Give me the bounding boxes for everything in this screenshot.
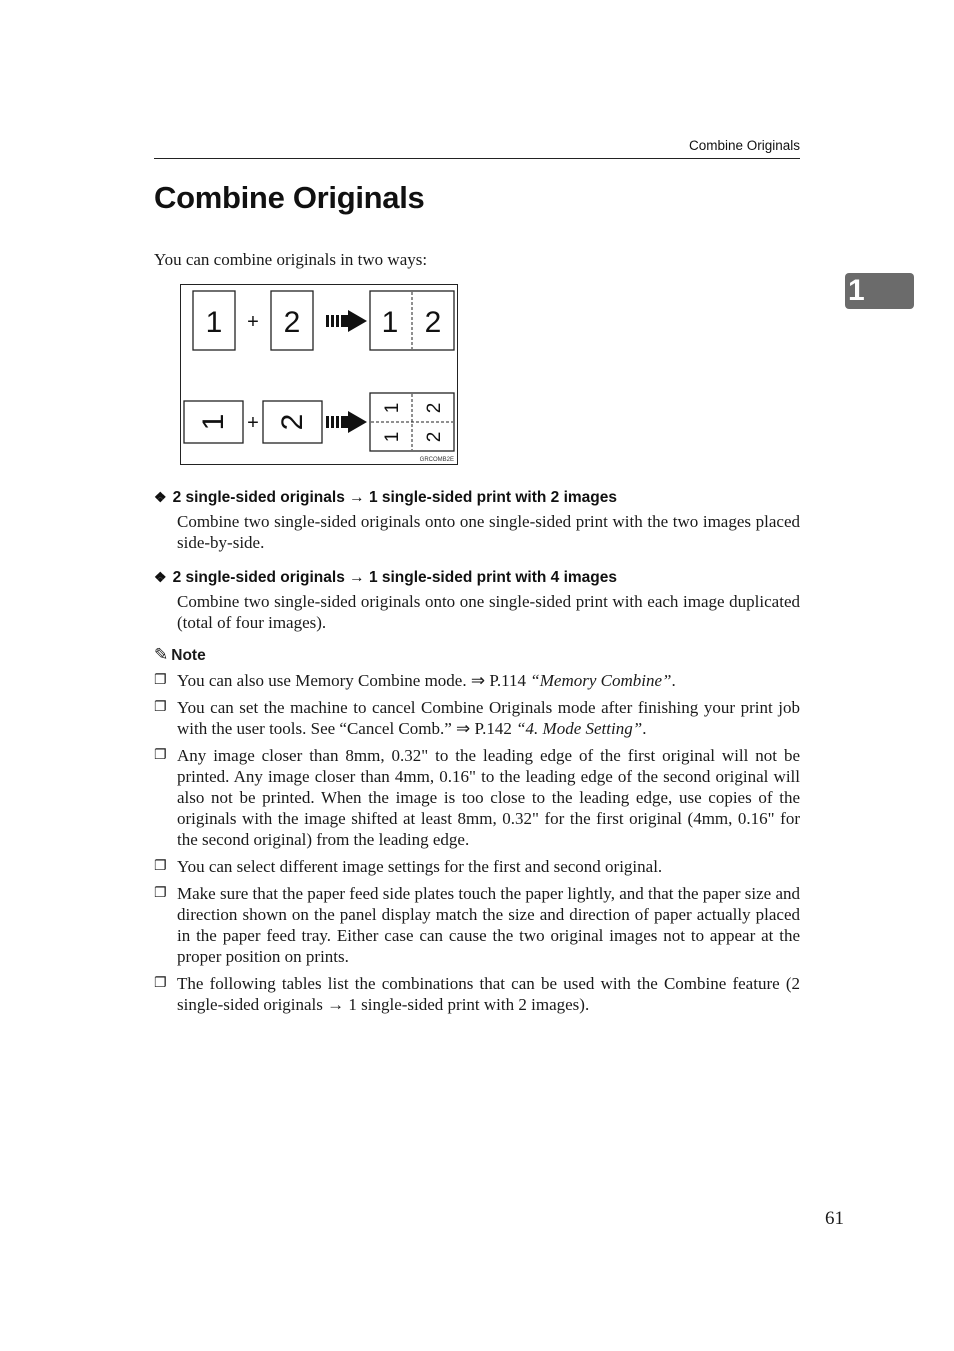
section-heading-4-images [154, 569, 617, 587]
note-item [154, 973, 800, 1015]
row2-output-3: 1 [382, 431, 403, 443]
note-list [154, 670, 800, 1021]
row2-original-1: 1 [197, 413, 230, 431]
row1-plus: + [247, 311, 259, 333]
note-text: You can set the machine to cancel Combine Originals mode after finishing your print job with the user tools. See “Cancel Comb.” ⇒ P.142 [177, 698, 800, 738]
row2-plus: + [247, 412, 259, 434]
checkbox-bullet-icon: ❐ [154, 975, 167, 991]
checkbox-bullet-icon: ❐ [154, 672, 167, 688]
checkbox-bullet-icon: ❐ [154, 747, 167, 763]
note-item [154, 745, 800, 850]
diamond-bullet-icon: ❖ [154, 569, 167, 585]
note-item [154, 697, 800, 739]
figure-code: GRCOMB2E [419, 457, 454, 463]
row1-original-2: 2 [283, 306, 301, 339]
note-heading [154, 645, 206, 665]
intro-text: You can combine originals in two ways: [154, 250, 428, 269]
section-body-2-images: Combine two single-sided originals onto one single-sided print with the two images placed side-by-side. [177, 512, 800, 552]
note-text-end: . [671, 671, 676, 690]
section-heading-text: 2 single-sided originals → 1 single-sided print with 2 images [172, 489, 617, 506]
running-head: Combine Originals [688, 138, 800, 153]
section-heading-text: 2 single-sided originals → 1 single-sided print with 4 images [172, 569, 617, 586]
row2-output-2: 2 [424, 402, 445, 414]
section-body-4-images: Combine two single-sided originals onto one single-sided print with each image duplicated (total of four images). [177, 592, 800, 632]
row2-original-2: 2 [276, 413, 309, 431]
row1-output-2: 2 [424, 306, 442, 339]
combine-figure [180, 284, 458, 465]
combine-diagram [180, 284, 458, 465]
page-number: 61 [825, 1208, 844, 1229]
page-title: Combine Originals [154, 180, 425, 215]
row2-output-1: 1 [382, 402, 403, 414]
note-item [154, 883, 800, 967]
note-text: You can select different image settings for the first and second original. [177, 857, 663, 876]
checkbox-bullet-icon: ❐ [154, 699, 167, 715]
note-text: Make sure that the paper feed side plates touch the paper lightly, and that the paper size and direction shown on the panel display match the size and direction of paper actually placed in the paper feed tray. Either case can cause the two original images not to appear at the proper position on prints. [177, 884, 800, 966]
note-text: Any image closer than 8mm, 0.32" to the leading edge of the first original will not be printed. Any image closer than 4mm, 0.16" to the leading edge of the second original will also not be printed. When the image is too close to the leading edge, use copies of the originals with the image shifted at least 8mm, 0.32" for the first original (4mm, 0.16" for the second original) from the leading edge. [177, 746, 800, 849]
diamond-bullet-icon: ❖ [154, 489, 167, 505]
note-text: The following tables list the combinations that can be used with the Combine feature (2 single-sided originals → 1 single-sided print with 2 images). [177, 974, 800, 1014]
chapter-tab: 1 [845, 273, 914, 309]
note-item [154, 670, 800, 691]
note-reference: “4. Mode Setting” [516, 719, 643, 738]
row1-output-1: 1 [381, 306, 399, 339]
checkbox-bullet-icon: ❐ [154, 858, 167, 874]
note-text: You can also use Memory Combine mode. ⇒ P.114 [177, 671, 531, 690]
checkbox-bullet-icon: ❐ [154, 885, 167, 901]
section-heading-2-images [154, 489, 617, 507]
note-reference: “Memory Combine” [530, 671, 672, 690]
header-rule [154, 158, 800, 159]
note-label: Note [171, 647, 206, 664]
row1-original-1: 1 [205, 306, 223, 339]
row2-output-4: 2 [424, 431, 445, 443]
pencil-icon: ✎ [154, 645, 169, 665]
note-text-end: . [642, 719, 647, 738]
note-item [154, 856, 800, 877]
